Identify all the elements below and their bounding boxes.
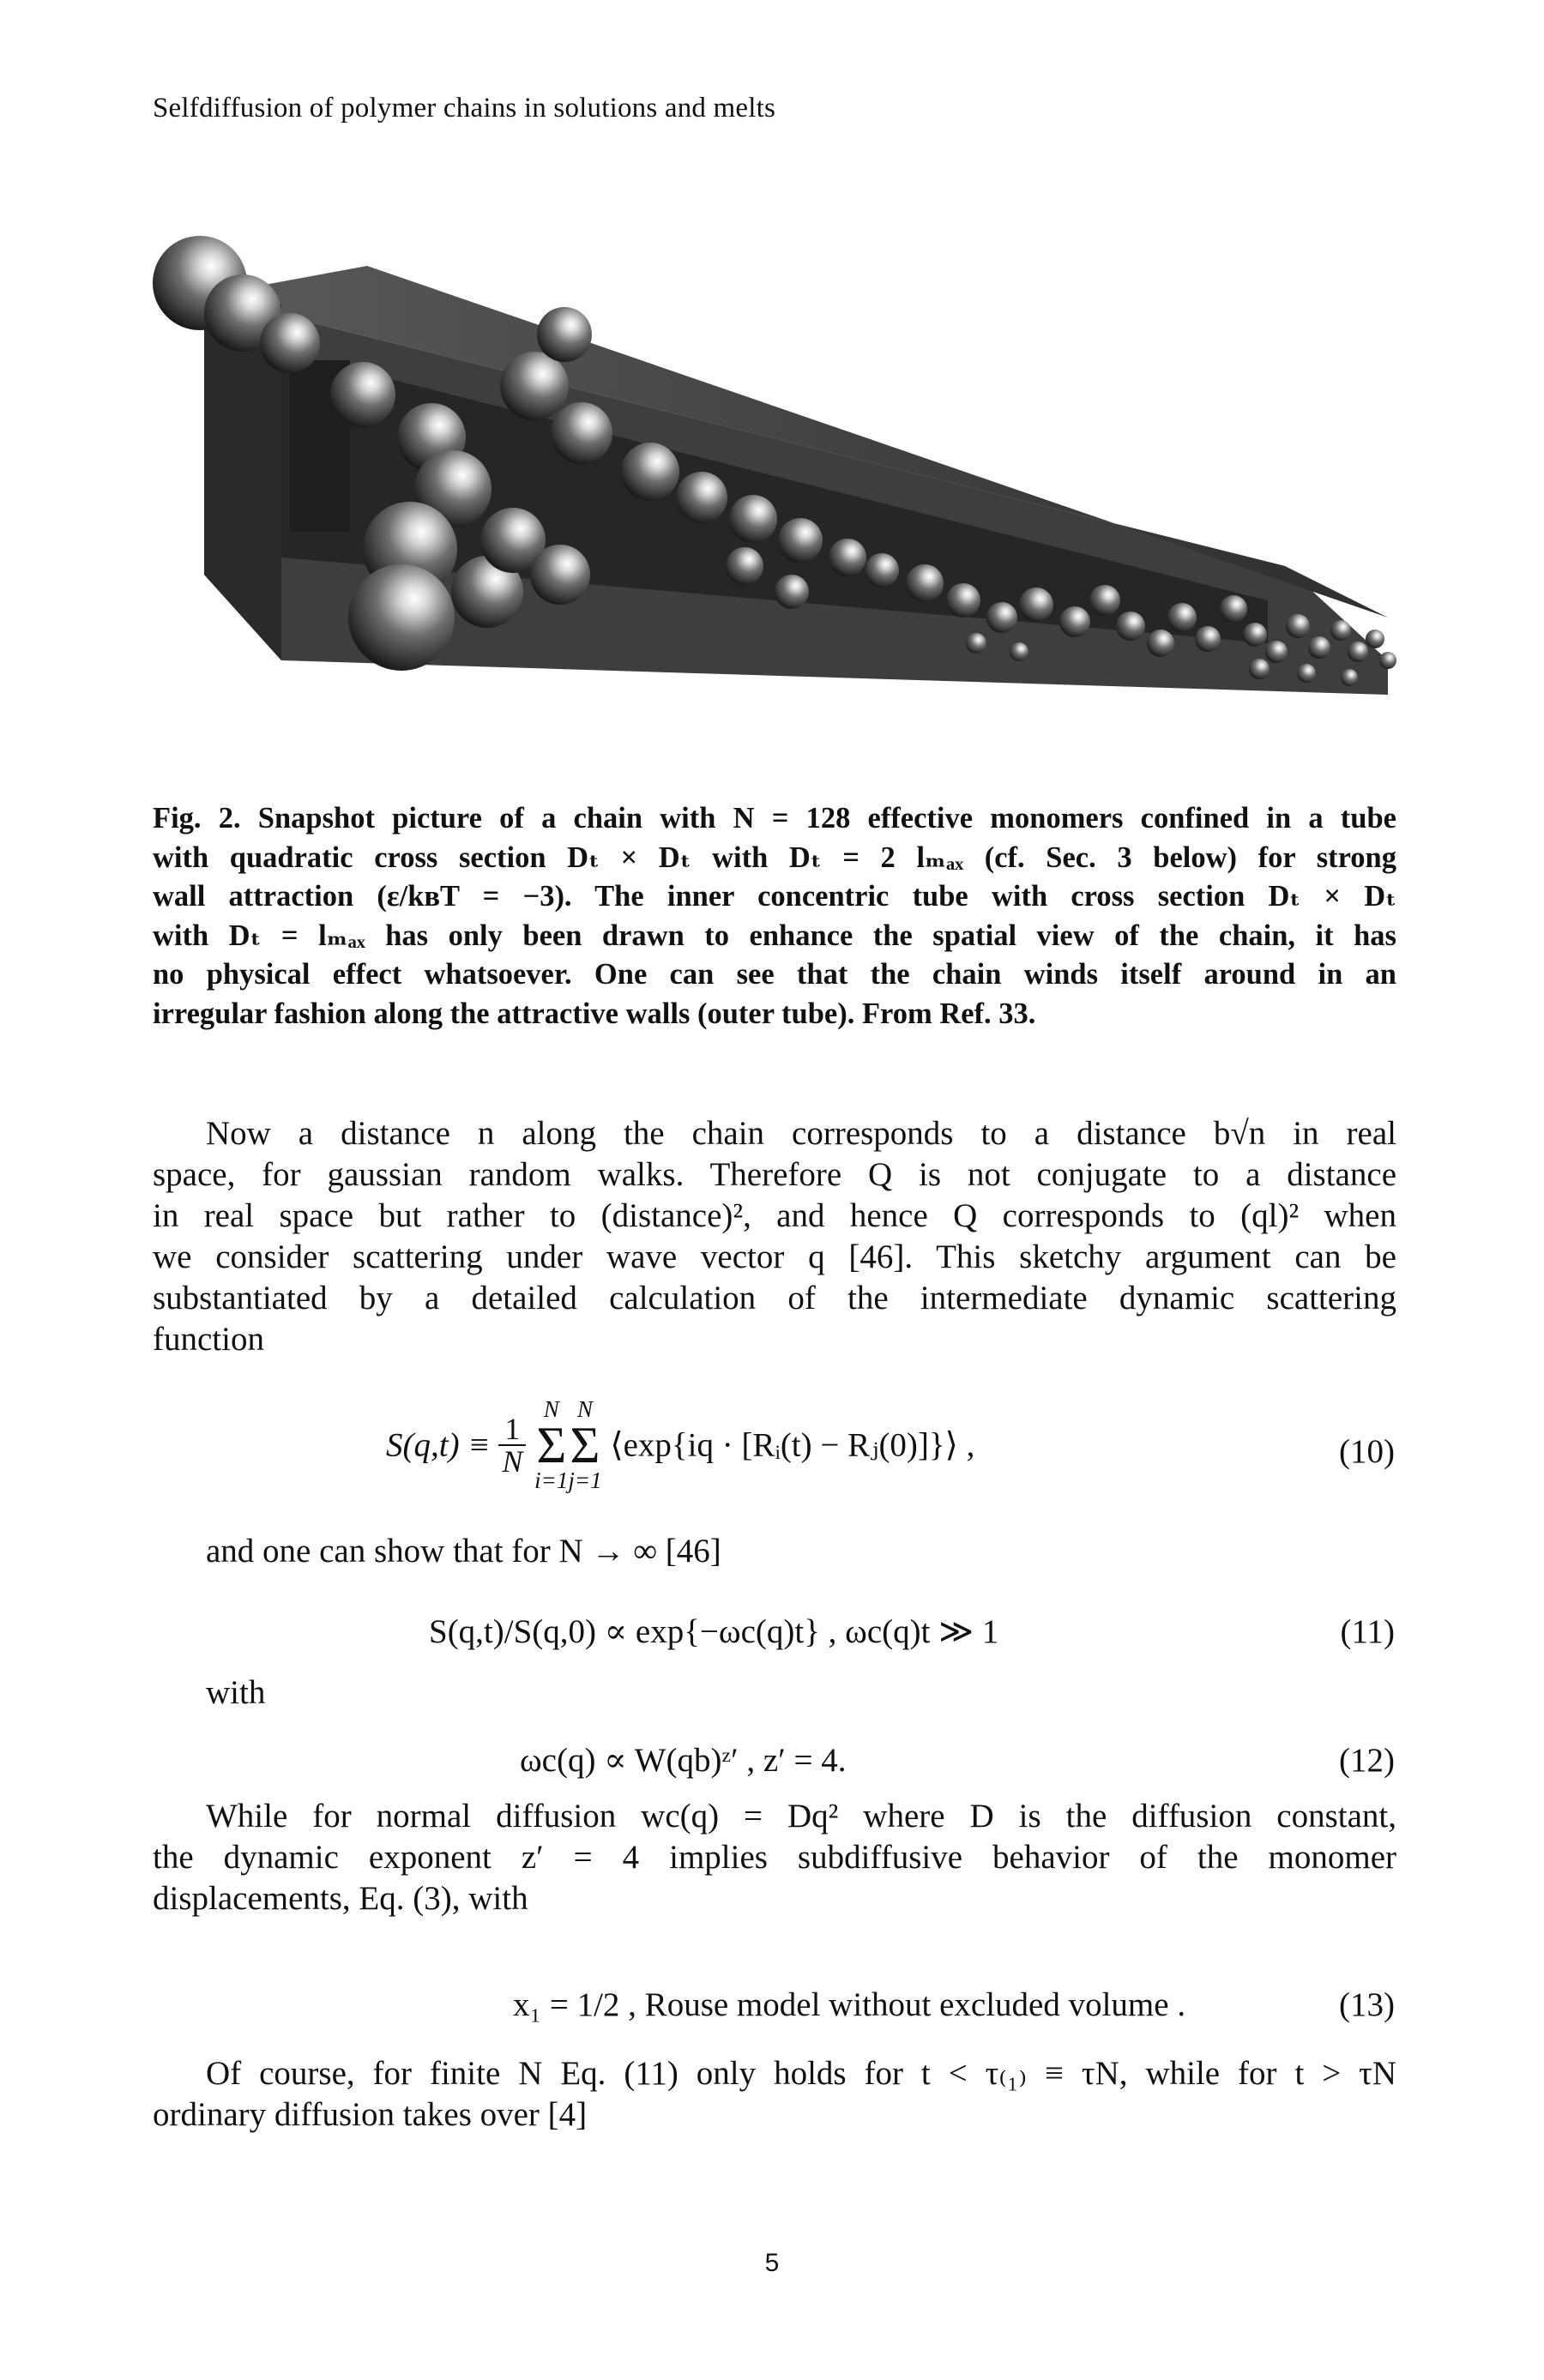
- paragraph-1: [153, 1113, 1396, 1360]
- eq11-formula: S(q,t)/S(q,0) ∝ exp{−ωc(q)t} , ωc(q)t ≫ 1: [429, 1613, 999, 1650]
- text-line: and one can show that for N → ∞ [46]: [206, 1533, 721, 1570]
- paragraph-2: [153, 1796, 1396, 1919]
- eq10-frac-den: N: [502, 1444, 523, 1479]
- text-line: displacements, Eq. (3), with: [153, 1880, 528, 1917]
- equation-10: [153, 1398, 1396, 1518]
- caption-line: no physical effect whatsoever. One can see that the chain winds itself around in an: [153, 958, 1396, 991]
- caption-line: with Dₜ = lₘₐₓ has only been drawn to enhance the spatial view of the chain, it has: [153, 919, 1396, 952]
- caption-line: with quadratic cross section Dₜ × Dₜ with Dₜ = 2 lₘₐₓ (cf. Sec. 3 below) for strong: [153, 841, 1396, 874]
- caption-line: irregular fashion along the attractive walls (outer tube). From Ref. 33.: [153, 997, 1036, 1030]
- eq10-summand: ⟨exp{iq · [Rᵢ(t) − Rⱼ(0)]}⟩ ,: [610, 1426, 975, 1464]
- text-line: function: [153, 1321, 264, 1358]
- equation-12: [153, 1741, 1396, 1793]
- eq12-formula: ωc(q) ∝ W(qb)ᶻ′ , z′ = 4.: [520, 1742, 847, 1779]
- figure-label: Fig. 2.: [153, 802, 241, 835]
- eq13-formula: x₁ = 1/2 , Rouse model without excluded volume .: [513, 1986, 1186, 2023]
- tube-chain-illustration: [153, 214, 1398, 746]
- eq10-sum-i: N Σ i=1: [534, 1396, 569, 1493]
- text-line: we consider scattering under wave vector q [46]. This sketchy argument can be: [153, 1238, 1396, 1275]
- caption-line: wall attraction (ε/kʙT = −3). The inner concentric tube with cross section Dₜ × Dₜ: [153, 880, 1396, 913]
- text-line: the dynamic exponent z′ = 4 implies subdiffusive behavior of the monomer: [153, 1839, 1396, 1876]
- running-title: Selfdiffusion of polymer chains in solutions and melts: [153, 93, 776, 124]
- page-number: 5: [764, 2249, 780, 2277]
- eq10-frac-num: 1: [498, 1413, 526, 1446]
- text-line: substantiated by a detailed calculation of the intermediate dynamic scattering: [153, 1280, 1396, 1317]
- eq10-number: (10): [1339, 1433, 1395, 1470]
- text-line: ordinary diffusion takes over [4]: [153, 2096, 588, 2133]
- text-line: with: [206, 1674, 266, 1711]
- eq10-fraction: [498, 1413, 526, 1477]
- eq11-number: (11): [1340, 1613, 1395, 1650]
- equation-13: [153, 1985, 1396, 2037]
- caption-line: Snapshot picture of a chain with N = 128 effective monomers confined in a tube: [240, 802, 1396, 835]
- figure-snapshot: [153, 214, 1398, 746]
- text-line: Now a distance n along the chain corresponds to a distance b√n in real: [206, 1115, 1396, 1152]
- text-line: Of course, for finite N Eq. (11) only holds for t < τ₍₁₎ ≡ τN, while for t > τN: [206, 2055, 1396, 2092]
- text-line: While for normal diffusion wc(q) = Dq² where D is the diffusion constant,: [206, 1798, 1396, 1835]
- figure-caption: [153, 799, 1396, 1033]
- eq10-sum-j: N Σ j=1: [568, 1396, 602, 1493]
- eq10-lhs: S(q,t) ≡: [386, 1426, 499, 1464]
- text-line: space, for gaussian random walks. Therefore Q is not conjugate to a distance: [153, 1156, 1396, 1193]
- text-with: [206, 1672, 549, 1714]
- eq13-number: (13): [1339, 1986, 1395, 2023]
- equation-11: [153, 1612, 1396, 1664]
- paragraph-3: [153, 2053, 1396, 2136]
- text-line: in real space but rather to (distance)², and hence Q corresponds to (ql)² when: [153, 1197, 1396, 1234]
- text-after-eq10: [206, 1531, 1235, 1572]
- eq12-number: (12): [1339, 1742, 1395, 1779]
